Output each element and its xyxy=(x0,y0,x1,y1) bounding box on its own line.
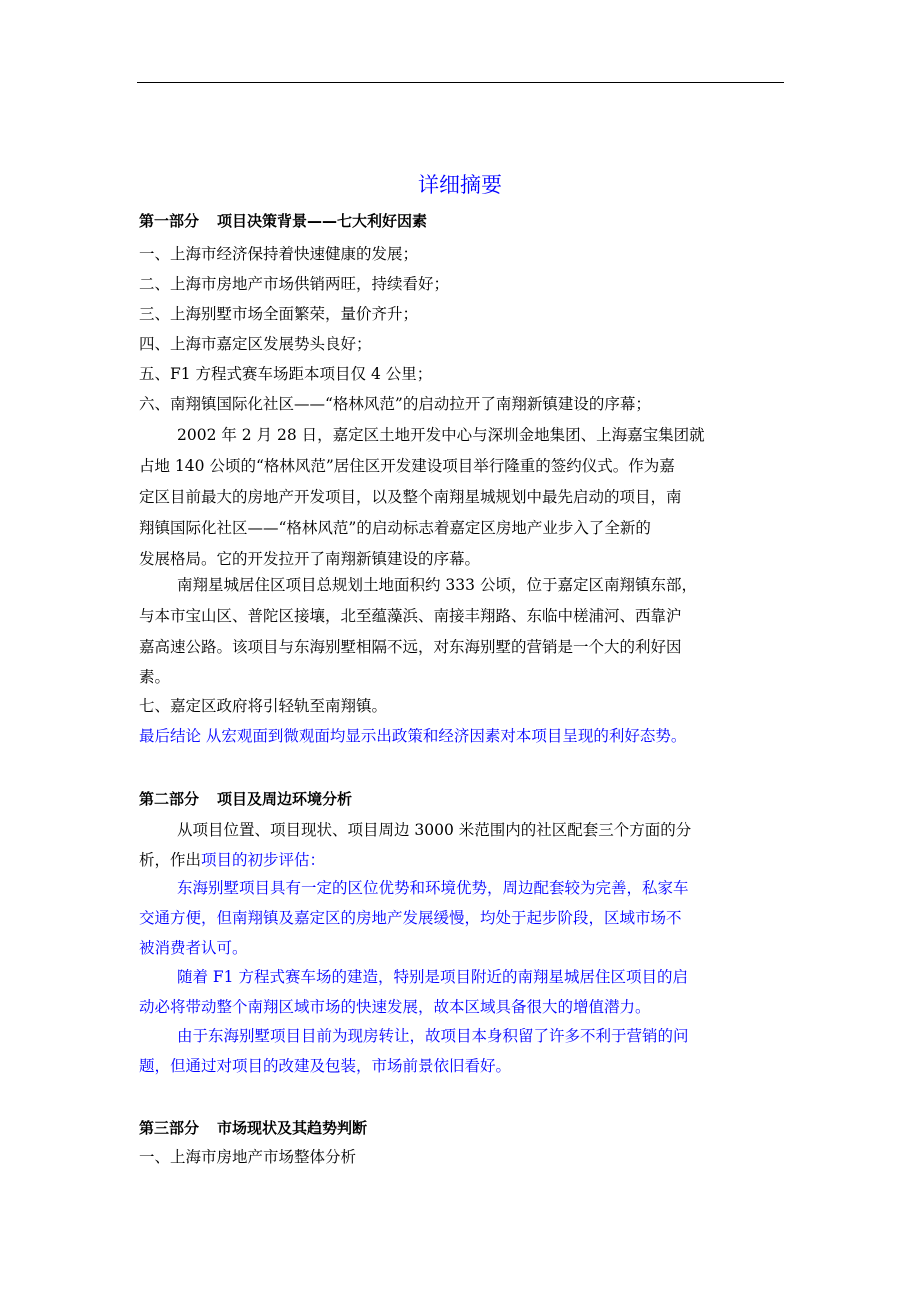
part1-item-6: 六、南翔镇国际化社区——“格林风范”的启动拉开了南翔新镇建设的序幕； xyxy=(139,395,651,413)
part2-para3-line: 题，但通过对项目的改建及包装，市场前景依旧看好。 xyxy=(139,1057,512,1075)
part1-item-4: 四、上海市嘉定区发展势头良好； xyxy=(139,335,372,353)
part3-item-1: 一、上海市房地产市场整体分析 xyxy=(139,1148,357,1166)
part1-item-1: 一、上海市经济保持着快速健康的发展； xyxy=(139,245,419,263)
part2-para2-line: 随着 F1 方程式赛车场的建造，特别是项目附近的南翔星城居住区项目的启 xyxy=(177,968,688,986)
part2-para1-line: 东海别墅项目具有一定的区位优势和环境优势，周边配套较为完善，私家车 xyxy=(177,879,689,897)
part2-para3-line: 由于东海别墅项目目前为现房转让，故项目本身积留了许多不利于营销的问 xyxy=(177,1027,689,1045)
part2-intro-black: 析，作出 xyxy=(139,851,202,869)
part3-label: 第三部分 xyxy=(139,1119,200,1137)
part1-label: 第一部分 xyxy=(139,212,200,230)
part2-intro-blue: 项目的初步评估： xyxy=(201,851,326,869)
part1-para2-line: 与本市宝山区、普陀区接壤，北至蕴藻浜、南接丰翔路、东临中槎浦河、西靠沪 xyxy=(139,607,682,625)
part3-title: 市场现状及其趋势判断 xyxy=(217,1119,368,1137)
part1-para2-line: 南翔星城居住区项目总规划土地面积约 333 公顷，位于嘉定区南翔镇东部， xyxy=(177,576,697,594)
part2-heading xyxy=(139,788,352,810)
part2-intro-line xyxy=(139,849,325,871)
part2-intro-line: 从项目位置、项目现状、项目周边 3000 米范围内的社区配套三个方面的分 xyxy=(177,821,692,839)
part2-title: 项目及周边环境分析 xyxy=(217,790,353,808)
header-rule xyxy=(137,82,784,83)
part1-para2-line: 嘉高速公路。该项目与东海别墅相隔不远，对东海别墅的营销是一个大的利好因 xyxy=(139,638,682,656)
part1-item-7: 七、嘉定区政府将引轻轨至南翔镇。 xyxy=(139,697,388,715)
part2-para1-line: 被消费者认可。 xyxy=(139,939,248,957)
part1-item-2: 二、上海市房地产市场供销两旺，持续看好； xyxy=(139,275,450,293)
part1-title: 项目决策背景——七大利好因素 xyxy=(217,212,428,230)
part1-conclusion: 最后结论 从宏观面到微观面均显示出政策和经济因素对本项目呈现的利好态势。 xyxy=(139,727,687,745)
part2-para2-line: 动必将带动整个南翔区域市场的快速发展，故本区域具备很大的增值潜力。 xyxy=(139,998,651,1016)
part1-para1-line: 翔镇国际化社区——“格林风范”的启动标志着嘉定区房地产业步入了全新的 xyxy=(139,519,651,537)
part1-para1-line: 定区目前最大的房地产开发项目，以及整个南翔星城规划中最先启动的项目，南 xyxy=(139,488,682,506)
part2-label: 第二部分 xyxy=(139,790,200,808)
part1-heading xyxy=(139,210,427,232)
doc-title: 详细摘要 xyxy=(418,173,502,197)
part1-para1-line: 2002 年 2 月 28 日，嘉定区土地开发中心与深圳金地集团、上海嘉宝集团就 xyxy=(177,426,705,444)
part1-item-3: 三、上海别墅市场全面繁荣，量价齐升； xyxy=(139,305,419,323)
part1-para1-line: 发展格局。它的开发拉开了南翔新镇建设的序幕。 xyxy=(139,550,481,568)
part3-heading xyxy=(139,1117,367,1139)
part1-item-5: 五、F1 方程式赛车场距本项目仅 4 公里； xyxy=(139,365,433,383)
part1-para2-line: 素。 xyxy=(139,668,171,686)
part1-para1-line: 占地 140 公顷的“格林风范”居住区开发建设项目举行隆重的签约仪式。作为嘉 xyxy=(139,457,675,475)
part2-para1-line: 交通方便，但南翔镇及嘉定区的房地产发展缓慢，均处于起步阶段，区域市场不 xyxy=(139,909,682,927)
